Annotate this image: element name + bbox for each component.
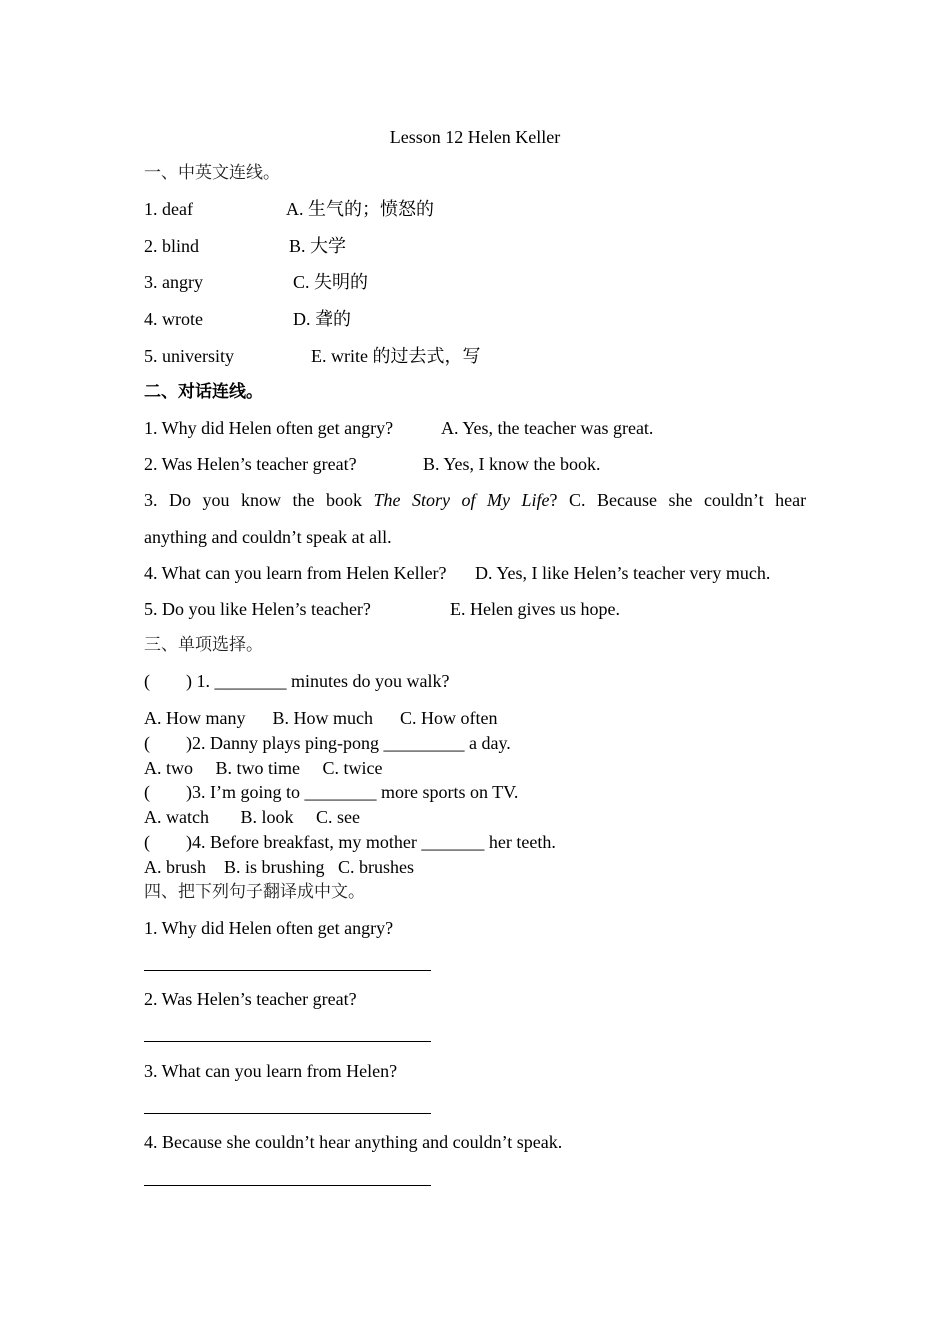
- match-right-5: E. write 的过去式，写: [311, 346, 481, 366]
- choice-q3: ( )3. I’m going to ________ more sports on TV.: [144, 782, 519, 802]
- dialogue-q3-line: [144, 489, 806, 511]
- match-right-1-text: A. 生气的；愤怒的: [286, 199, 434, 219]
- a3-word: she: [668, 490, 693, 510]
- q3-question-mark: ?: [549, 490, 558, 510]
- choice-o2: A. two B. two time C. twice: [144, 758, 383, 778]
- match-left-1: 1. deaf: [144, 199, 193, 219]
- dialogue-a5: E. Helen gives us hope.: [450, 599, 620, 619]
- q3-book-title-group: [374, 490, 558, 510]
- q3-word: you: [202, 490, 230, 510]
- section1-heading: 一、中英文连线。: [144, 163, 280, 183]
- choice-q1: ( ) 1. ________ minutes do you walk?: [144, 671, 450, 691]
- a3-word: hear: [775, 490, 807, 510]
- section2-heading: 二、对话连线。: [144, 382, 263, 402]
- dialogue-a2: B. Yes, I know the book.: [423, 454, 601, 474]
- match-left-4: 4. wrote: [144, 309, 203, 329]
- q3-word: know: [241, 490, 281, 510]
- choice-o4: A. brush B. is brushing C. brushes: [144, 857, 415, 877]
- answer-line-4[interactable]: [144, 1185, 431, 1186]
- section4-heading: 四、把下列句子翻译成中文。: [144, 882, 365, 902]
- match-right-2: B. 大学: [289, 236, 347, 256]
- choice-q2: ( )2. Danny plays ping-pong _________ a day.: [144, 733, 511, 753]
- dialogue-q5: 5. Do you like Helen’s teacher?: [144, 599, 371, 619]
- a3-word: Because: [596, 490, 657, 510]
- dialogue-q4: 4. What can you learn from Helen Keller?: [144, 563, 447, 583]
- translate-q3: 3. What can you learn from Helen?: [144, 1061, 398, 1081]
- page-title: Lesson 12 Helen Keller: [389, 127, 561, 147]
- choice-o3: A. watch B. look C. see: [144, 807, 360, 827]
- q3-word: book: [326, 490, 362, 510]
- match-right-4: D. 聋的: [293, 309, 351, 329]
- match-right-3: C. 失明的: [293, 272, 369, 292]
- match-right-1: [286, 198, 434, 220]
- translate-q1: 1. Why did Helen often get angry?: [144, 918, 394, 938]
- match-left-3: 3. angry: [144, 272, 203, 292]
- translate-q2: 2. Was Helen’s teacher great?: [144, 989, 357, 1009]
- dialogue-a4: D. Yes, I like Helen’s teacher very much.: [475, 563, 771, 583]
- dialogue-q2: 2. Was Helen’s teacher great?: [144, 454, 357, 474]
- a3-word: couldn’t: [703, 490, 764, 510]
- q3-word: Do: [169, 490, 191, 510]
- match-left-5: 5. university: [144, 346, 234, 366]
- answer-line-1[interactable]: [144, 970, 431, 971]
- dialogue-q1: 1. Why did Helen often get angry?: [144, 418, 394, 438]
- translate-q4: 4. Because she couldn’t hear anything and couldn’t speak.: [144, 1132, 563, 1152]
- q3-word: 3.: [144, 490, 158, 510]
- choice-o1: A. How many B. How much C. How often: [144, 708, 498, 728]
- section3-heading: 三、单项选择。: [144, 635, 263, 655]
- answer-line-2[interactable]: [144, 1041, 431, 1042]
- q3-book-title: The Story of My Life: [373, 490, 550, 510]
- match-left-2: 2. blind: [144, 236, 200, 256]
- answer-line-3[interactable]: [144, 1113, 431, 1114]
- dialogue-a3-continued: anything and couldn’t speak at all.: [144, 527, 392, 547]
- q3-word: the: [292, 490, 315, 510]
- choice-q4: ( )4. Before breakfast, my mother _______ her teeth.: [144, 832, 556, 852]
- a3-word: C.: [568, 490, 586, 510]
- dialogue-a1: A. Yes, the teacher was great.: [441, 418, 654, 438]
